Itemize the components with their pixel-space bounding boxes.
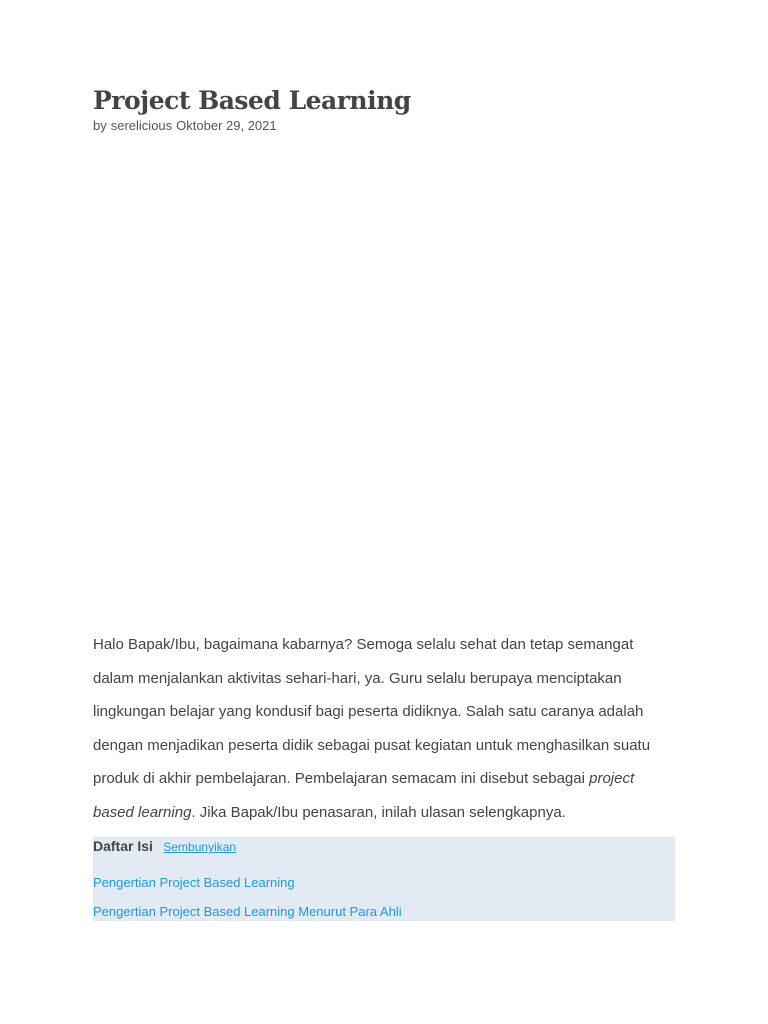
toc-link-pengertian-menurut-para-ahli[interactable]: Pengertian Project Based Learning Menurut Para Ahli <box>93 904 402 919</box>
intro-emphasis: based learning <box>93 803 192 821</box>
toc-header <box>93 838 236 856</box>
intro-line <box>93 762 683 796</box>
article-title: Project Based Learning <box>93 86 411 115</box>
intro-line: dalam menjalankan aktivitas sehari-hari, ya. Guru selalu berupaya menciptakan <box>93 669 622 687</box>
intro-paragraph <box>93 628 683 829</box>
intro-text: produk di akhir pembelajaran. Pembelajaran semacam ini disebut sebagai <box>93 770 590 787</box>
table-of-contents <box>93 837 675 921</box>
featured-image-placeholder <box>93 150 675 610</box>
intro-text: . Jika Bapak/Ibu penasaran, inilah ulasan selengkapnya. <box>191 803 566 821</box>
toc-title: Daftar Isi <box>93 838 153 854</box>
intro-line: lingkungan belajar yang kondusif bagi peserta didiknya. Salah satu caranya adalah <box>93 703 644 720</box>
intro-line: Halo Bapak/Ibu, bagaimana kabarnya? Semoga selalu sehat dan tetap semangat <box>93 636 634 653</box>
intro-emphasis: project <box>589 770 635 787</box>
intro-line: dengan menjadikan peserta didik sebagai pusat kegiatan untuk menghasilkan suatu <box>93 736 651 754</box>
byline-author: serelicious <box>110 118 173 133</box>
byline-prefix: by <box>93 118 107 133</box>
intro-line <box>93 796 683 830</box>
article-byline <box>93 118 281 133</box>
byline-date: Oktober 29, 2021 <box>176 118 277 133</box>
toc-hide-toggle[interactable]: Sembunyikan <box>163 840 237 854</box>
toc-link-pengertian[interactable]: Pengertian Project Based Learning <box>93 875 295 890</box>
